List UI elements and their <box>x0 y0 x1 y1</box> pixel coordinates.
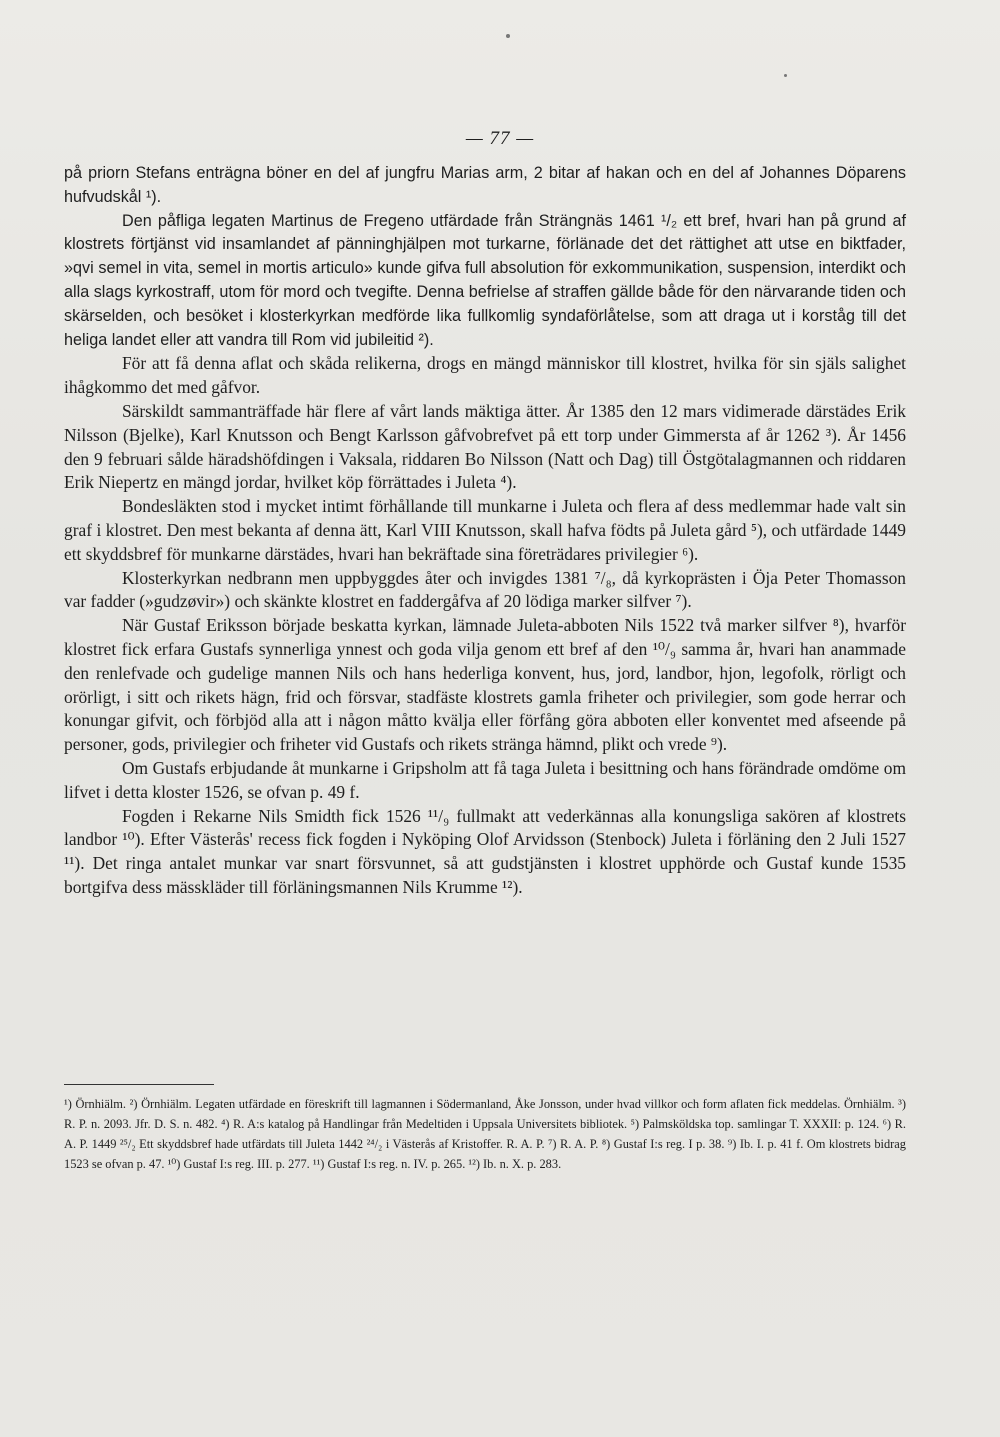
paragraph-4: Särskildt sammanträffade här flere af vårt lands mäktiga ätter. År 1385 den 12 mars vidimerade därstädes Erik Nilsson (Bjelke), Karl Knutsson och Bengt Karlsson gåfvobrefvet på ett torp under Gimmersta af år 1262 ³). År 1456 den 9 februari sålde häradshöfdingen i Vaksala, riddaren Bo Nilsson (Natt och Dag) till Östgötalagmannen och riddaren Erik Niepertz en mängd jordar, hvilket köp förrättades i Juleta ⁴). <box>64 400 906 493</box>
paragraph-7: När Gustaf Eriksson började beskatta kyrkan, lämnade Juleta-abboten Nils 1522 två marker silfver ⁸), hvarför klostret fick erfara Gustafs synnerliga ynnest och goda vilja genom ett bref af den ¹⁰/₉ samma år, hvari han anammade den renlefvade och gudelige mannen Nils och hans hederliga konvent, hus, jord, landbor, hjon, legofolk, rörligt och orörligt, i sitt och rikets hägn, frid och försvar, stadfäste klostrets gamla friheter och privilegier, som gode herrar och konungar gifvit, och förbjöd alla att i någon måtto kvälja eller förfång göra abboten eller konventet med afseende på personer, gods, privilegier och friheter vid Gustafs och rikets stränga hämnd, plikt och vrede ⁹). <box>64 615 906 755</box>
paragraph-1: på priorn Stefans enträgna böner en del af jungfru Marias arm, 2 bitar af hakan och en del af Johannes Döparens hufvudskål ¹). <box>64 164 906 206</box>
paper-speck <box>784 74 787 77</box>
page-number: — 77 — <box>465 128 535 149</box>
footnote-text: ¹) Örnhiälm. ²) Örnhiälm. Legaten utfärdade en föreskrift till lagmannen i Södermanland, Åke Jonsson, under hvad villkor och form aflaten fick meddelas. Örnhiälm. ³) R. P. n. 2093. Jfr. D. S. n. 482. ⁴) R. A:s katalog på Handlingar från Medeltiden i Uppsala Universitets bibliotek. ⁵) Palmsköldska top. samlingar T. XXXII: p. 124. ⁶) R. A. P. 1449 ²⁵/₂ Ett skyddsbref hade utfärdats till Juleta 1442 ²⁴/₂ i Västerås af Kristoffer. R. A. P. ⁷) R. A. P. ⁸) Gustaf I:s reg. I p. 38. ⁹) Ib. I. p. 41 f. Om klostrets bidrag 1523 se ofvan p. 47. ¹⁰) Gustaf I:s reg. III. p. 277. ¹¹) Gustaf I:s reg. n. IV. p. 265. ¹²) Ib. n. X. p. 283. <box>64 1097 906 1171</box>
body-text <box>64 162 906 900</box>
paragraph-2: Den påfliga legaten Martinus de Fregeno utfärdade från Strängnäs 1461 ¹/₂ ett bref, hvari han på grund af klostrets förtjänst vid insamlandet af pänninghjälpen mot turkarne, förlänade det det rättighet att utse en biktfader, »qvi semel in vita, semel in mortis articulo» kunde gifva full absolution för exkommunikation, suspension, interdikt och alla slags kyrkostraff, utom för mord och tvegifte. Denna befrielse af straffen gällde både för den närvarande tiden och skärselden, och besöket i klosterkyrkan medförde lika fullkomlig syndaförlåtelse, som att draga ut i korståg till det heliga landet eller att vandra till Rom vid jubileitid ²). <box>64 211 906 349</box>
paragraph-9: Fogden i Rekarne Nils Smidth fick 1526 ¹¹/₉ fullmakt att vederkännas alla konungsliga sakören af klostrets landbor ¹⁰). Efter Västerås' recess fick fogden i Nyköping Olof Arvidsson (Stenbock) Juleta i förläning den 2 Juli 1527 ¹¹). Det ringa antalet munkar var snart försvunnet, så att gudstjänsten i klostret upphörde och Gustaf kunde 1535 bortgifva dess mässkläder till förläningsmannen Nils Krumme ¹²). <box>64 805 906 897</box>
paragraph-3: För att få denna aflat och skåda relikerna, drogs en mängd människor till klostret, hvilka för sin själs salighet ihågkommo det med gåfvor. <box>64 353 906 398</box>
paper-speck <box>506 34 510 38</box>
paragraph-8: Om Gustafs erbjudande åt munkarne i Gripsholm att få taga Juleta i besittning och hans förändrade omdöme om lifvet i detta kloster 1526, se ofvan p. 49 f. <box>64 757 906 802</box>
paragraph-6: Klosterkyrkan nedbrann men uppbyggdes åter och invigdes 1381 ⁷/₈, då kyrkoprästen i Öja Peter Thomasson var fadder (»gudzøvir») och skänkte klostret en faddergåfva af 20 lödiga marker silfver ⁷). <box>64 567 906 612</box>
footnote-divider <box>64 1084 214 1085</box>
footnotes <box>64 1094 906 1174</box>
paragraph-5: Bondesläkten stod i mycket intimt förhållande till munkarne i Juleta och flera af dess medlemmar hade valt sin graf i klostret. Den mest bekanta af denna ätt, Karl VIII Knutsson, skall hafva födts på Juleta gård ⁵), och utfärdade 1449 ett skyddsbref för munkarne därstädes, hvari han bekräftade sina företrädares privilegier ⁶). <box>64 496 906 564</box>
